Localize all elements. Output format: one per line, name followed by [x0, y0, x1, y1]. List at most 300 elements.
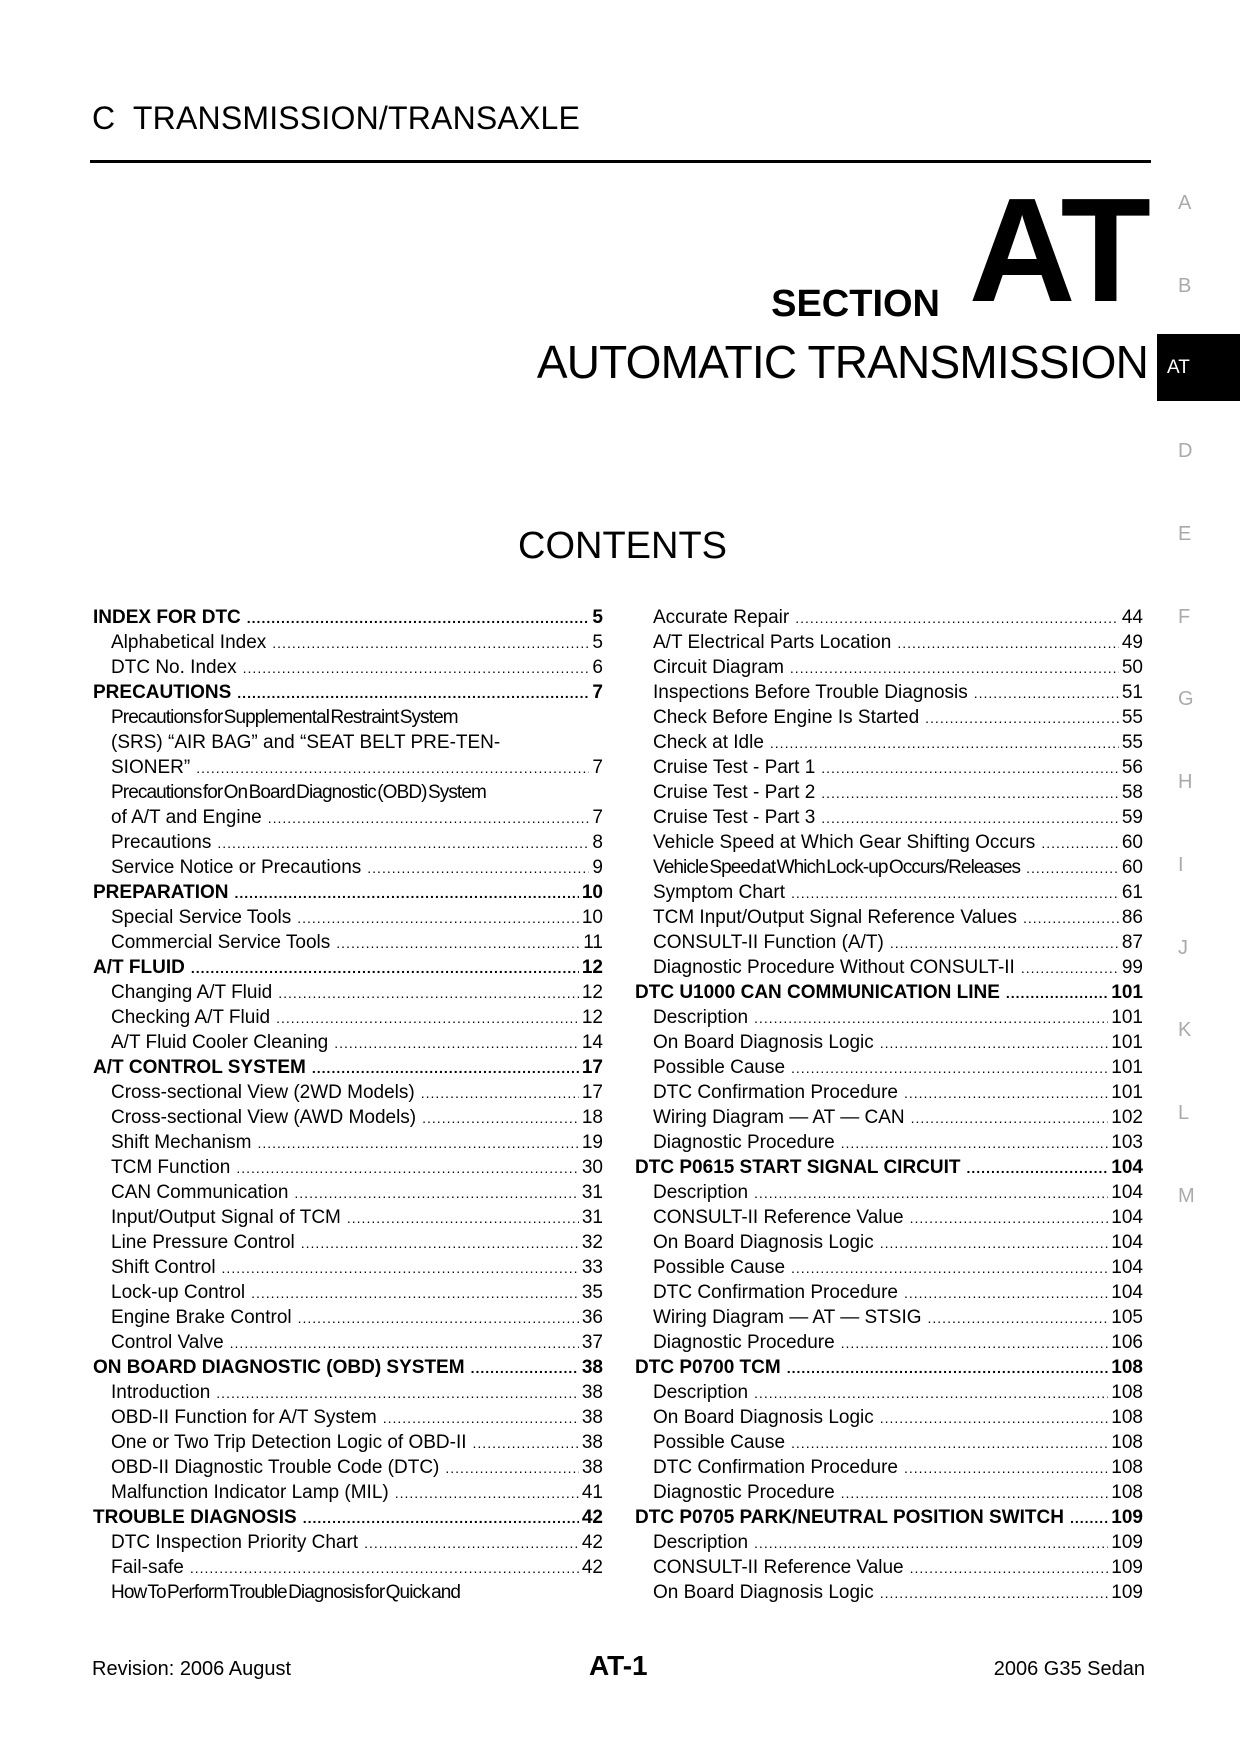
toc-dot-leader [754, 1181, 1108, 1205]
toc-entry-page: 108 [1111, 1432, 1143, 1453]
toc-left-entry[interactable] [93, 905, 603, 930]
toc-entry-page: 12 [581, 1007, 603, 1028]
toc-left-entry[interactable] [93, 1555, 603, 1580]
toc-entry-title: Precautions for Supplemental Restraint System [111, 707, 458, 728]
toc-right-entry[interactable] [635, 605, 1143, 630]
toc-entry-title: Diagnostic Procedure [653, 1332, 835, 1353]
toc-right-entry[interactable] [635, 1230, 1143, 1255]
toc-dot-leader [821, 806, 1119, 830]
toc-entry-title: How To Perform Trouble Diagnosis for Quick and [111, 1582, 461, 1603]
toc-entry-title: ON BOARD DIAGNOSTIC (OBD) SYSTEM [93, 1357, 465, 1378]
toc-entry-title: Check Before Engine Is Started [653, 707, 920, 728]
toc-entry-title: Fail-safe [111, 1557, 184, 1578]
toc-entry-page: 103 [1111, 1132, 1143, 1153]
toc-right-column [635, 605, 1143, 1605]
toc-left-entry[interactable] [93, 1155, 603, 1180]
toc-entry-title: DTC P0705 PARK/NEUTRAL POSITION SWITCH [635, 1507, 1064, 1528]
toc-left-entry[interactable] [93, 805, 603, 830]
toc-entry-page: 8 [592, 832, 603, 853]
side-index-tab-a[interactable]: A [1178, 192, 1192, 214]
toc-entry-page: 104 [1111, 1182, 1143, 1203]
toc-left-entry[interactable] [93, 1255, 603, 1280]
toc-entry-page: 42 [581, 1507, 603, 1528]
toc-entry-page: 99 [1121, 957, 1143, 978]
toc-entry-page: 104 [1111, 1157, 1143, 1178]
toc-dot-leader [395, 1481, 579, 1505]
toc-entry-title: TROUBLE DIAGNOSIS [93, 1507, 297, 1528]
toc-right-entry[interactable] [635, 1155, 1143, 1180]
toc-entry-page: 55 [1121, 707, 1143, 728]
toc-right-entry[interactable] [635, 1355, 1143, 1380]
toc-dot-leader [880, 1406, 1109, 1430]
toc-entry-title: DTC Confirmation Procedure [653, 1282, 898, 1303]
toc-entry-title: Description [653, 1007, 749, 1028]
toc-dot-leader [770, 731, 1119, 755]
toc-entry-title: Cross-sectional View (AWD Models) [111, 1107, 417, 1128]
toc-dot-leader [294, 1181, 578, 1205]
toc-dot-leader [787, 1356, 1109, 1380]
toc-right-entry[interactable] [635, 1380, 1143, 1405]
toc-left-entry[interactable] [93, 830, 603, 855]
toc-left-entry[interactable] [93, 1080, 603, 1105]
toc-entry-title: Precautions for On Board Diagnostic (OBD) System [111, 782, 486, 803]
toc-entry-title: Commercial Service Tools [111, 932, 331, 953]
toc-right-entry[interactable] [635, 1305, 1143, 1330]
side-index-tab-k[interactable]: K [1178, 1019, 1192, 1041]
toc-entry-title: A/T Electrical Parts Location [653, 632, 892, 653]
toc-right-entry[interactable] [635, 1005, 1143, 1030]
toc-dot-leader [880, 1581, 1109, 1605]
toc-left-entry[interactable] [93, 955, 603, 980]
side-index-tab-d[interactable]: D [1178, 440, 1193, 462]
section-label: SECTION [771, 283, 940, 325]
toc-entry-page: 19 [581, 1132, 603, 1153]
toc-dot-leader [421, 1081, 579, 1105]
toc-dot-leader [928, 1306, 1109, 1330]
toc-entry-title: A/T FLUID [93, 957, 185, 978]
toc-entry-title: A/T Fluid Cooler Cleaning [111, 1032, 329, 1053]
toc-entry-title: Special Service Tools [111, 907, 292, 928]
toc-entry-page: 33 [581, 1257, 603, 1278]
toc-entry-page: 108 [1111, 1407, 1143, 1428]
toc-entry-title: Circuit Diagram [653, 657, 784, 678]
toc-dot-leader [791, 1056, 1108, 1080]
toc-entry-page: 101 [1111, 1082, 1143, 1103]
toc-dot-leader [904, 1456, 1108, 1480]
toc-right-entry[interactable] [635, 680, 1143, 705]
toc-left-entry[interactable] [93, 1130, 603, 1155]
toc-left-entry[interactable] [93, 680, 603, 705]
toc-entry-page: 102 [1111, 1107, 1143, 1128]
toc-dot-leader [191, 956, 579, 980]
toc-dot-leader [821, 756, 1119, 780]
side-index-tab-i[interactable]: I [1178, 854, 1184, 876]
toc-right-entry[interactable] [635, 855, 1143, 880]
toc-dot-leader [312, 1056, 579, 1080]
toc-entry-page: 58 [1121, 782, 1143, 803]
toc-entry-page: 59 [1121, 807, 1143, 828]
toc-entry-page: 61 [1121, 882, 1143, 903]
toc-dot-leader [795, 606, 1119, 630]
toc-left-entry[interactable] [93, 655, 603, 680]
toc-entry-page: 38 [581, 1382, 603, 1403]
toc-dot-leader [276, 1006, 579, 1030]
toc-entry-page: 31 [581, 1182, 603, 1203]
toc-entry-page: 14 [581, 1032, 603, 1053]
toc-entry-title: Description [653, 1532, 749, 1553]
toc-entry-page: 104 [1111, 1232, 1143, 1253]
toc-entry-title: DTC Confirmation Procedure [653, 1082, 898, 1103]
toc-dot-leader [841, 1331, 1109, 1355]
toc-entry-page: 12 [581, 957, 603, 978]
toc-entry-page: 109 [1111, 1507, 1143, 1528]
toc-entry-page: 109 [1111, 1557, 1143, 1578]
toc-entry-page: 41 [581, 1482, 603, 1503]
toc-left-entry[interactable] [93, 1330, 603, 1355]
toc-dot-leader [754, 1006, 1108, 1030]
toc-dot-leader [257, 1131, 578, 1155]
toc-left-entry[interactable] [93, 855, 603, 880]
toc-right-entry[interactable] [635, 730, 1143, 755]
toc-entry-page: 10 [581, 907, 603, 928]
toc-dot-leader [347, 1206, 579, 1230]
toc-entry-page: 31 [581, 1207, 603, 1228]
toc-dot-leader [216, 1381, 579, 1405]
toc-entry-page: 44 [1121, 607, 1143, 628]
toc-entry-title: PREPARATION [93, 882, 229, 903]
toc-entry-title: Cruise Test - Part 1 [653, 757, 816, 778]
toc-entry-page: 106 [1111, 1332, 1143, 1353]
toc-right-entry[interactable] [635, 630, 1143, 655]
toc-left-entry[interactable] [93, 1230, 603, 1255]
toc-right-entry[interactable] [635, 780, 1143, 805]
toc-dot-leader [243, 656, 590, 680]
section-title: AUTOMATIC TRANSMISSION [536, 336, 1148, 388]
toc-entry-page: 7 [592, 682, 603, 703]
toc-entry-title: Line Pressure Control [111, 1232, 295, 1253]
toc-entry-title: On Board Diagnosis Logic [653, 1032, 874, 1053]
toc-entry-title: Vehicle Speed at Which Gear Shifting Occurs [653, 832, 1036, 853]
toc-left-entry[interactable] [93, 1505, 603, 1530]
toc-entry-title: of A/T and Engine [111, 807, 262, 828]
toc-right-entry[interactable] [635, 1055, 1143, 1080]
toc-left-entry[interactable] [93, 1430, 603, 1455]
toc-dot-leader [247, 606, 590, 630]
toc-dot-leader [925, 706, 1119, 730]
toc-entry-page: 37 [581, 1332, 603, 1353]
toc-right-entry[interactable] [635, 1330, 1143, 1355]
toc-entry-title: Wiring Diagram — AT — CAN [653, 1107, 905, 1128]
toc-entry-page: 6 [592, 657, 603, 678]
toc-entry-page: 101 [1111, 1007, 1143, 1028]
toc-entry-title: Control Valve [111, 1332, 224, 1353]
toc-entry-page: 35 [581, 1282, 603, 1303]
toc-entry-title: Diagnostic Procedure [653, 1132, 835, 1153]
toc-entry-title: Cruise Test - Part 3 [653, 807, 816, 828]
toc-right-entry[interactable] [635, 755, 1143, 780]
toc-left-entry[interactable] [93, 1355, 603, 1380]
toc-entry-title: CONSULT-II Reference Value [653, 1557, 904, 1578]
toc-dot-leader [278, 981, 579, 1005]
toc-entry-page: 17 [581, 1057, 603, 1078]
toc-left-entry[interactable] [93, 1180, 603, 1205]
toc-entry-page: 7 [592, 807, 603, 828]
toc-dot-leader [790, 656, 1119, 680]
toc-entry-title: On Board Diagnosis Logic [653, 1407, 874, 1428]
toc-dot-leader [791, 1431, 1108, 1455]
toc-right-entry[interactable] [635, 880, 1143, 905]
toc-entry-title: Shift Mechanism [111, 1132, 252, 1153]
toc-left-entry[interactable] [93, 880, 603, 905]
toc-right-entry[interactable] [635, 1455, 1143, 1480]
toc-right-entry[interactable] [635, 805, 1143, 830]
toc-entry-title: Vehicle Speed at Which Lock-up Occurs/Releases [653, 857, 1021, 878]
toc-dot-leader [1026, 856, 1119, 880]
toc-dot-leader [298, 1306, 579, 1330]
toc-entry-title: DTC P0700 TCM [635, 1357, 781, 1378]
side-index-tab-f[interactable]: F [1178, 606, 1191, 628]
toc-dot-leader [471, 1356, 579, 1380]
toc-entry-page: 50 [1121, 657, 1143, 678]
toc-right-entry[interactable] [635, 905, 1143, 930]
toc-dot-leader [236, 1156, 579, 1180]
toc-dot-leader [897, 631, 1119, 655]
side-index [1157, 0, 1240, 1755]
toc-entry-title: Possible Cause [653, 1432, 786, 1453]
toc-right-entry[interactable] [635, 1530, 1143, 1555]
toc-entry-title: TCM Input/Output Signal Reference Values [653, 907, 1018, 928]
toc-entry-page: 101 [1111, 982, 1143, 1003]
toc-dot-leader [230, 1331, 579, 1355]
toc-dot-leader [334, 1031, 579, 1055]
side-index-tab-j[interactable]: J [1178, 937, 1188, 959]
toc-right-entry[interactable] [635, 1180, 1143, 1205]
toc-entry-page: 5 [592, 607, 603, 628]
section-code: AT [968, 168, 1147, 333]
toc-right-entry[interactable] [635, 1205, 1143, 1230]
toc-right-entry[interactable] [635, 1255, 1143, 1280]
toc-right-entry[interactable] [635, 1505, 1143, 1530]
toc-entry-title: OBD-II Function for A/T System [111, 1407, 377, 1428]
toc-entry-page: 38 [581, 1407, 603, 1428]
toc-dot-leader [364, 1531, 579, 1555]
toc-entry-page: 38 [581, 1357, 603, 1378]
toc-dot-leader [841, 1481, 1109, 1505]
toc-entry-page: 86 [1121, 907, 1143, 928]
toc-left-entry[interactable] [93, 930, 603, 955]
toc-right-entry[interactable] [635, 830, 1143, 855]
toc-left-entry [93, 730, 603, 755]
toc-left-entry[interactable] [93, 755, 603, 780]
side-index-tab-e[interactable]: E [1178, 523, 1192, 545]
toc-entry-title: Checking A/T Fluid [111, 1007, 271, 1028]
toc-right-entry[interactable] [635, 1105, 1143, 1130]
toc-entry-page: 109 [1111, 1532, 1143, 1553]
toc-left-entry[interactable] [93, 1280, 603, 1305]
side-index-tab-b[interactable]: B [1178, 275, 1192, 297]
toc-dot-leader [841, 1131, 1109, 1155]
side-index-tab-l[interactable]: L [1178, 1102, 1190, 1124]
chapter-title: C TRANSMISSION/TRANSAXLE [92, 100, 581, 136]
footer-page-number: AT-1 [589, 1650, 648, 1681]
toc-dot-leader [234, 881, 578, 905]
toc-entry-title: Cross-sectional View (2WD Models) [111, 1082, 415, 1103]
toc-right-entry[interactable] [635, 1130, 1143, 1155]
toc-entry-title: Cruise Test - Part 2 [653, 782, 816, 803]
toc-entry-page: 108 [1111, 1382, 1143, 1403]
toc-right-entry[interactable] [635, 1080, 1143, 1105]
toc-right-entry[interactable] [635, 1480, 1143, 1505]
toc-left-entry[interactable] [93, 1405, 603, 1430]
toc-entry-page: 30 [581, 1157, 603, 1178]
toc-entry-title: OBD-II Diagnostic Trouble Code (DTC) [111, 1457, 440, 1478]
toc-entry-title: SIONER” [111, 757, 191, 778]
toc-left-entry[interactable] [93, 1105, 603, 1130]
toc-right-entry[interactable] [635, 1405, 1143, 1430]
toc-left-column [93, 605, 603, 1605]
side-index-tab-h[interactable]: H [1178, 771, 1193, 793]
toc-left-entry[interactable] [93, 1530, 603, 1555]
toc-entry-page: 60 [1121, 832, 1143, 853]
side-index-tab-g[interactable]: G [1178, 688, 1194, 710]
toc-entry-page: 36 [581, 1307, 603, 1328]
toc-entry-page: 11 [583, 932, 603, 953]
toc-entry-title: Changing A/T Fluid [111, 982, 273, 1003]
toc-right-entry[interactable] [635, 1280, 1143, 1305]
toc-dot-leader [1006, 981, 1108, 1005]
toc-dot-leader [383, 1406, 579, 1430]
toc-entry-page: 38 [581, 1432, 603, 1453]
toc-entry-page: 101 [1111, 1057, 1143, 1078]
toc-left-entry[interactable] [93, 1205, 603, 1230]
toc-entry-page: 38 [581, 1457, 603, 1478]
toc-entry-title: DTC P0615 START SIGNAL CIRCUIT [635, 1157, 961, 1178]
toc-entry-page: 108 [1111, 1457, 1143, 1478]
toc-dot-leader [237, 681, 589, 705]
toc-entry-title: DTC No. Index [111, 657, 237, 678]
toc-left-entry [93, 780, 603, 805]
toc-dot-leader [272, 631, 589, 655]
toc-left-entry[interactable] [93, 1480, 603, 1505]
toc-left-entry[interactable] [93, 1005, 603, 1030]
toc-dot-leader [303, 1506, 579, 1530]
toc-entry-page: 104 [1111, 1282, 1143, 1303]
toc-entry-page: 101 [1111, 1032, 1143, 1053]
toc-entry-page: 108 [1111, 1482, 1143, 1503]
toc-left-entry[interactable] [93, 1380, 603, 1405]
toc-right-entry[interactable] [635, 655, 1143, 680]
toc-dot-leader [890, 931, 1119, 955]
toc-entry-title: On Board Diagnosis Logic [653, 1232, 874, 1253]
toc-entry-page: 9 [592, 857, 603, 878]
toc-entry-page: 10 [581, 882, 603, 903]
toc-right-entry[interactable] [635, 1430, 1143, 1455]
toc-entry-title: DTC U1000 CAN COMMUNICATION LINE [635, 982, 1000, 1003]
toc-entry-page: 104 [1111, 1207, 1143, 1228]
toc-dot-leader [217, 831, 589, 855]
toc-entry-title: PRECAUTIONS [93, 682, 232, 703]
footer-revision: Revision: 2006 August [92, 1658, 292, 1680]
toc-entry-page: 32 [581, 1232, 603, 1253]
toc-dot-leader [473, 1431, 579, 1455]
toc-entry-title: Diagnostic Procedure [653, 1482, 835, 1503]
toc-entry-title: Shift Control [111, 1257, 216, 1278]
toc-left-entry[interactable] [93, 630, 603, 655]
toc-entry-title: Possible Cause [653, 1257, 786, 1278]
toc-entry-title: (SRS) “AIR BAG” and “SEAT BELT PRE-TEN- [111, 732, 501, 753]
toc-dot-leader [268, 806, 590, 830]
toc-dot-leader [222, 1256, 579, 1280]
toc-right-entry[interactable] [635, 955, 1143, 980]
toc-dot-leader [196, 756, 589, 780]
toc-dot-leader [910, 1556, 1109, 1580]
toc-entry-title: Engine Brake Control [111, 1307, 292, 1328]
toc-entry-title: CONSULT-II Function (A/T) [653, 932, 884, 953]
toc-dot-leader [251, 1281, 579, 1305]
toc-right-entry[interactable] [635, 1580, 1143, 1605]
toc-entry-page: 51 [1121, 682, 1143, 703]
side-index-tab-at[interactable]: AT [1157, 334, 1240, 401]
toc-right-entry[interactable] [635, 1030, 1143, 1055]
toc-dot-leader [904, 1281, 1108, 1305]
toc-dot-leader [791, 881, 1119, 905]
toc-entry-title: Service Notice or Precautions [111, 857, 362, 878]
toc-left-entry[interactable] [93, 1055, 603, 1080]
toc-entry-title: Diagnostic Procedure Without CONSULT-II [653, 957, 1015, 978]
toc-entry-page: 42 [581, 1557, 603, 1578]
toc-dot-leader [904, 1081, 1108, 1105]
toc-entry-page: 12 [581, 982, 603, 1003]
toc-left-entry[interactable] [93, 1030, 603, 1055]
toc-right-entry[interactable] [635, 1555, 1143, 1580]
toc-entry-title: Input/Output Signal of TCM [111, 1207, 341, 1228]
toc-dot-leader [190, 1556, 579, 1580]
toc-entry-page: 60 [1121, 857, 1143, 878]
toc-entry-page: 104 [1111, 1257, 1143, 1278]
toc-left-entry[interactable] [93, 980, 603, 1005]
toc-dot-leader [445, 1456, 578, 1480]
toc-dot-leader [422, 1106, 579, 1130]
toc-dot-leader [880, 1031, 1109, 1055]
toc-dot-leader [1070, 1506, 1108, 1530]
toc-right-entry[interactable] [635, 705, 1143, 730]
toc-entry-title: A/T CONTROL SYSTEM [93, 1057, 306, 1078]
side-index-tab-m[interactable]: M [1178, 1185, 1195, 1207]
toc-entry-title: Inspections Before Trouble Diagnosis [653, 682, 968, 703]
toc-entry-title: Check at Idle [653, 732, 764, 753]
toc-entry-page: 18 [581, 1107, 603, 1128]
toc-dot-leader [821, 781, 1119, 805]
toc-entry-title: Precautions [111, 832, 212, 853]
toc-entry-title: Wiring Diagram — AT — STSIG [653, 1307, 922, 1328]
toc-right-entry[interactable] [635, 980, 1143, 1005]
toc-dot-leader [367, 856, 589, 880]
contents-heading: CONTENTS [518, 525, 727, 567]
toc-entry-page: 87 [1121, 932, 1143, 953]
toc-entry-page: 105 [1111, 1307, 1143, 1328]
toc-dot-leader [1023, 906, 1119, 930]
toc-entry-title: TCM Function [111, 1157, 231, 1178]
toc-entry-title: Possible Cause [653, 1057, 786, 1078]
toc-left-entry[interactable] [93, 1455, 603, 1480]
toc-dot-leader [910, 1206, 1109, 1230]
toc-left-entry[interactable] [93, 1305, 603, 1330]
toc-dot-leader [754, 1531, 1108, 1555]
toc-dot-leader [974, 681, 1119, 705]
toc-right-entry[interactable] [635, 930, 1143, 955]
toc-left-entry[interactable] [93, 605, 603, 630]
toc-entry-page: 5 [592, 632, 603, 653]
